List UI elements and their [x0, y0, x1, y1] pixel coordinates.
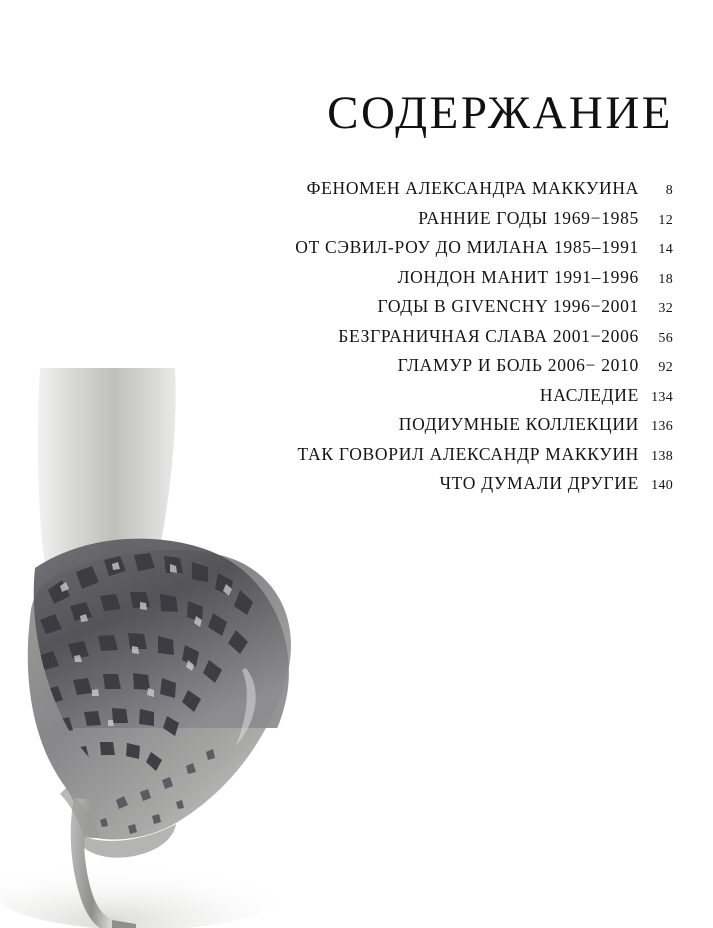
- contents-entry-page: 136: [651, 419, 673, 434]
- contents-entry-page: 32: [658, 301, 673, 316]
- contents-list: [193, 178, 673, 503]
- contents-entry-label: НАСЛЕДИЕ: [539, 384, 639, 405]
- contents-entry-label: ГЛАМУР И БОЛЬ 2006− 2010: [397, 355, 639, 375]
- contents-entry-label: БЕЗГРАНИЧНАЯ СЛАВА 2001−2006: [338, 325, 639, 346]
- contents-entry-label: ГОДЫ В GIVENCHY 1996−2001: [377, 296, 639, 316]
- contents-entry-label: ТАК ГОВОРИЛ АЛЕКСАНДР МАККУИН: [297, 443, 639, 464]
- contents-entry-label: ФЕНОМЕН АЛЕКСАНДРА МАККУИНА: [306, 178, 639, 198]
- contents-entry-page: 18: [658, 271, 673, 287]
- list-item[interactable]: [193, 444, 673, 465]
- contents-entry-page: 134: [651, 389, 673, 405]
- contents-entry-page: 56: [658, 330, 673, 346]
- contents-entry-label: ЧТО ДУМАЛИ ДРУГИЕ: [439, 473, 639, 493]
- contents-entry-page: 140: [651, 478, 673, 493]
- contents-entry-page: 8: [665, 183, 673, 198]
- list-item[interactable]: [193, 208, 673, 229]
- contents-entry-label: ПОДИУМНЫЕ КОЛЛЕКЦИИ: [398, 414, 639, 434]
- contents-entry-page: 138: [651, 448, 673, 464]
- contents-entry-label: РАННИЕ ГОДЫ 1969−1985: [418, 207, 639, 228]
- contents-entry-page: 92: [658, 360, 673, 375]
- list-item[interactable]: [193, 267, 673, 288]
- list-item[interactable]: [193, 355, 673, 376]
- list-item[interactable]: [193, 385, 673, 406]
- list-item[interactable]: [193, 473, 673, 494]
- list-item[interactable]: [193, 414, 673, 435]
- list-item[interactable]: [193, 296, 673, 317]
- contents-entry-label: ЛОНДОН МАНИТ 1991–1996: [397, 266, 639, 287]
- contents-entry-page: 14: [658, 242, 673, 257]
- list-item[interactable]: [193, 326, 673, 347]
- list-item[interactable]: [193, 178, 673, 199]
- contents-entry-page: 12: [658, 212, 673, 228]
- contents-entry-label: ОТ СЭВИЛ-РОУ ДО МИЛАНА 1985–1991: [295, 237, 639, 257]
- page-title: СОДЕРЖАНИЕ: [327, 87, 673, 139]
- list-item[interactable]: [193, 237, 673, 258]
